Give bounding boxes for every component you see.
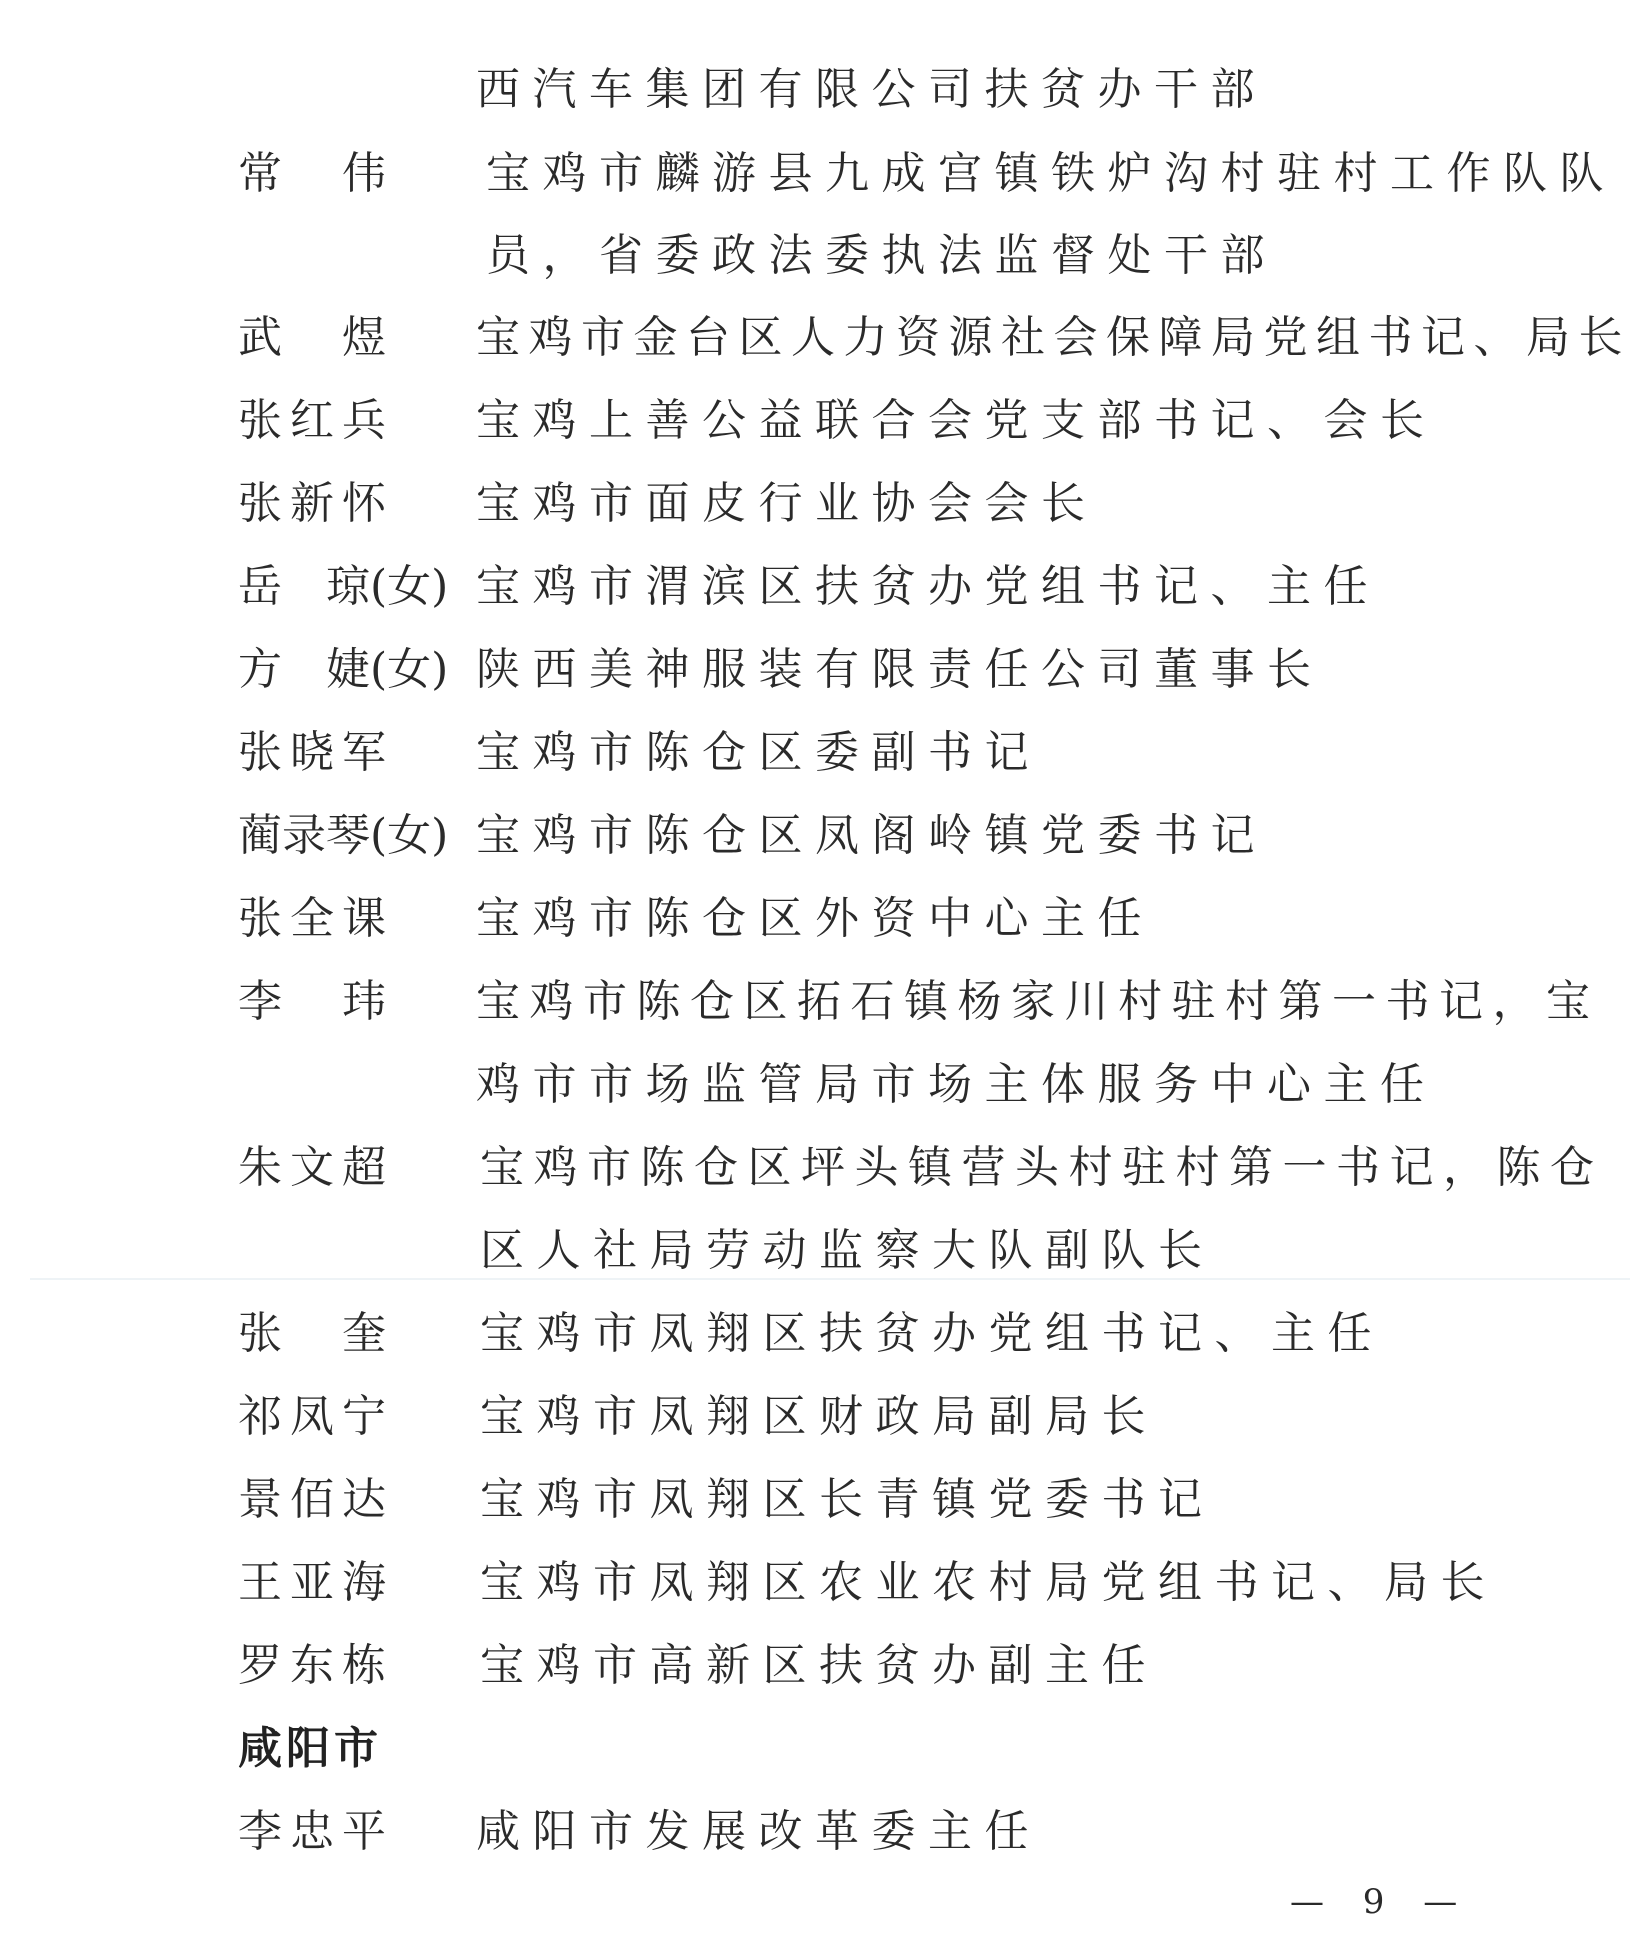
list-item [0, 1553, 1648, 1613]
list-item [0, 972, 1648, 1032]
entry-description: 宝鸡市麟游县九成宫镇铁炉沟村驻村工作队队 [486, 148, 1616, 199]
list-item [0, 806, 1648, 866]
entry-description: 宝鸡市凤翔区长青镇党委书记 [480, 1474, 1215, 1525]
list-item [0, 557, 1648, 617]
list-item [0, 144, 1648, 204]
person-name: 方 婕(女) [238, 644, 449, 695]
list-item [0, 1636, 1648, 1696]
list-item [0, 474, 1648, 534]
list-item [0, 640, 1648, 700]
entry-description: 陕西美神服装有限责任公司董事长 [476, 644, 1324, 695]
list-item [0, 1055, 1648, 1115]
list-item [0, 226, 1648, 286]
person-name: 王亚海 [238, 1557, 394, 1608]
entry-description: 宝鸡市凤翔区农业农村局党组书记、局长 [480, 1557, 1497, 1608]
list-item [0, 1221, 1648, 1281]
section-heading: 咸阳市 [238, 1723, 382, 1774]
entry-description-continuation: 员，省委政法委执法监督处干部 [486, 230, 1277, 281]
entry-description: 宝鸡市陈仓区委副书记 [476, 727, 1041, 778]
entry-description: 宝鸡市高新区扶贫办副主任 [480, 1640, 1158, 1691]
entry-description-continuation: 鸡市市场监管局市场主体服务中心主任 [476, 1059, 1437, 1110]
person-name: 张 奎 [238, 1308, 394, 1359]
entry-description: 宝鸡上善公益联合会党支部书记、会长 [476, 395, 1437, 446]
person-name: 常 伟 [238, 148, 394, 199]
person-name: 张晓军 [238, 727, 394, 778]
entry-description: 宝鸡市面皮行业协会会长 [476, 478, 1098, 529]
entry-description: 咸阳市发展改革委主任 [476, 1806, 1041, 1857]
person-name: 张新怀 [238, 478, 394, 529]
entry-description: 宝鸡市渭滨区扶贫办党组书记、主任 [476, 561, 1380, 612]
entry-description: 宝鸡市凤翔区财政局副局长 [480, 1391, 1158, 1442]
person-name: 岳 琼(女) [238, 561, 449, 612]
entry-description-continuation: 西汽车集团有限公司扶贫办干部 [476, 64, 1267, 115]
list-item [0, 1304, 1648, 1364]
entry-description-continuation: 区人社局劳动监察大队副队长 [480, 1225, 1215, 1276]
entry-description: 宝鸡市陈仓区外资中心主任 [476, 893, 1154, 944]
person-name: 朱文超 [238, 1142, 394, 1193]
person-name: 张红兵 [238, 395, 394, 446]
section-row [0, 1719, 1648, 1779]
person-name: 李忠平 [238, 1806, 394, 1857]
entry-description: 宝鸡市陈仓区坪头镇营头村驻村第一书记，陈仓 [480, 1142, 1604, 1193]
entry-description: 宝鸡市陈仓区凤阁岭镇党委书记 [476, 810, 1267, 861]
list-item [0, 723, 1648, 783]
list-item [0, 60, 1648, 120]
list-item [0, 1387, 1648, 1447]
list-item [0, 1470, 1648, 1530]
list-item [0, 889, 1648, 949]
list-item [0, 1802, 1648, 1862]
list-item [0, 391, 1648, 451]
person-name: 景佰达 [238, 1474, 394, 1525]
entry-description: 宝鸡市金台区人力资源社会保障局党组书记、局长 [476, 312, 1631, 363]
entry-description: 宝鸡市凤翔区扶贫办党组书记、主任 [480, 1308, 1384, 1359]
person-name: 蔺录琴(女) [238, 810, 449, 861]
entry-description: 宝鸡市陈仓区拓石镇杨家川村驻村第一书记，宝 [476, 976, 1600, 1027]
person-name: 祁凤宁 [238, 1391, 394, 1442]
page-number: — 9 — [1290, 1882, 1472, 1922]
person-name: 李 玮 [238, 976, 394, 1027]
list-item [0, 1138, 1648, 1198]
person-name: 罗东栋 [238, 1640, 394, 1691]
list-item [0, 308, 1648, 368]
person-name: 张全课 [238, 893, 394, 944]
person-name: 武 煜 [238, 312, 394, 363]
